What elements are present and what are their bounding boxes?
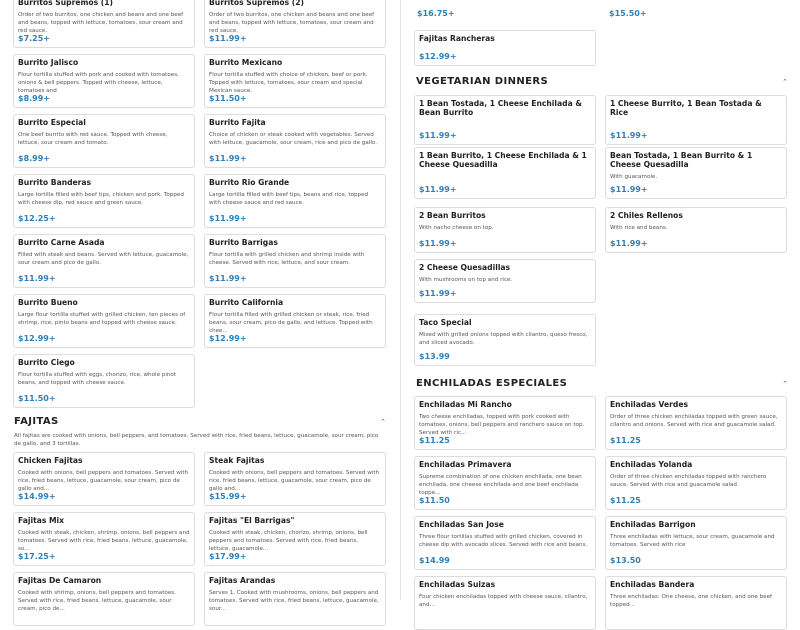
- menu-card[interactable]: [414, 314, 596, 366]
- menu-card[interactable]: [605, 396, 787, 450]
- item-description: With rice and beans.: [610, 225, 668, 231]
- item-price: $17.99+: [209, 552, 247, 561]
- fajitas-header[interactable]: [14, 416, 386, 427]
- item-name: Burrito Carne Asada: [18, 238, 105, 247]
- item-description: Three flour tortillas stuffed with grilled chicken, covered in cheese dip with avocado slices. Served with rice and beans.: [419, 534, 588, 548]
- menu-card[interactable]: [204, 54, 386, 108]
- item-price: $14.99: [419, 556, 450, 565]
- menu-card[interactable]: [605, 95, 787, 145]
- item-description: Cooked with onions, bell peppers and tomatoes. Served with rice, fried beans, lettuce, guacamole, sour cream, pico de gallo and...: [18, 470, 189, 492]
- item-description: Large tortilla filled with beef tips, beans and rice, topped with cheese sauce and red sauce.: [209, 192, 369, 206]
- menu-card[interactable]: [13, 0, 195, 48]
- item-description: Three enchiladas with lettuce, sour cream, guacamole and tomatoes. Served with rice: [610, 534, 775, 548]
- item-price: $11.25: [419, 436, 450, 445]
- menu-card[interactable]: [204, 294, 386, 348]
- item-price: $8.99+: [18, 154, 51, 163]
- item-description: Flour tortilla stuffed with eggs, chorizo, rice, whole pinot beans, and topped with cheese sauce.: [18, 372, 177, 386]
- item-name: Fajitas Mix: [18, 516, 65, 525]
- item-name: Burrito California: [209, 298, 284, 307]
- item-name: Fajitas "El Barrigas": [209, 516, 295, 525]
- menu-card[interactable]: [414, 516, 596, 570]
- section-title-fajitas: FAJITAS: [14, 416, 59, 427]
- item-name: Burrito Ciego: [18, 358, 75, 367]
- item-price: $11.99+: [209, 34, 247, 43]
- item-name: Enchiladas Primavera: [419, 460, 512, 469]
- item-name: Steak Fajitas: [209, 456, 265, 465]
- item-name: Burritos Supremos (2): [209, 0, 305, 7]
- item-price: $11.99+: [209, 214, 247, 223]
- item-price: $11.99+: [419, 239, 457, 248]
- menu-card[interactable]: [13, 294, 195, 348]
- menu-card[interactable]: [605, 207, 787, 253]
- item-description: Four chicken enchiladas topped with cheese sauce, cilantro, and...: [419, 594, 588, 608]
- item-price: $11.99+: [419, 131, 457, 140]
- item-name: 2 Cheese Quesadillas: [419, 263, 511, 272]
- item-name: Burrito Jalisco: [18, 58, 79, 67]
- item-description: Order of three chicken enchiladas topped with green sauce, cilantro and onions. Served with rice and guacamole salad.: [610, 414, 778, 428]
- right-menu-column: [400, 0, 800, 608]
- item-description: Order of two burritos, one chicken and beans and one beef and beans, topped with lettuce, tomatoes, sour cream and red sauce.: [209, 12, 375, 34]
- item-name: Burrito Especial: [18, 118, 86, 127]
- item-price: $11.50+: [18, 394, 56, 403]
- item-name: Burrito Barrigas: [209, 238, 278, 247]
- item-description: Flour tortilla stuffed with choice of chicken, beef or pork. Topped with lettuce, tomatoes, sour cream and special Mexican sauce.: [209, 72, 368, 94]
- item-description: Cooked with steak, chicken, shrimp, onions, bell peppers and tomatoes. Served with rice, fried beans, lettuce, guacamole, so...: [18, 530, 190, 552]
- menu-card[interactable]: [13, 114, 195, 168]
- item-name: Taco Special: [419, 318, 472, 327]
- item-description: Choice of chicken or steak cooked with vegetables. Served with lettuce, guacamole, sour cream, rice and pico de gallo.: [209, 132, 377, 146]
- item-description: Cooked with steak, chicken, chorizo, shrimp, onions, bell peppers and tomatoes. Served with rice, fried beans, lettuce, guacamole...: [209, 530, 368, 552]
- item-description: Order of three chicken enchiladas topped with ranchero sauce. Served with rice and guacamole salad.: [610, 474, 767, 488]
- item-name: Burrito Mexicano: [209, 58, 283, 67]
- item-name: Enchiladas Verdes: [610, 400, 689, 409]
- menu-card-fajitas-rancheras[interactable]: [414, 30, 596, 66]
- item-price: $11.99+: [209, 274, 247, 283]
- item-price: $11.25: [610, 436, 641, 445]
- item-description: One beef burrito with red sauce. Topped with cheese, lettuce, sour cream and tomato.: [18, 132, 168, 146]
- left-menu-column: [0, 0, 400, 612]
- item-price: $8.99+: [18, 94, 51, 103]
- item-name: Enchiladas Barrigon: [610, 520, 696, 529]
- item-description: Filled with steak and beans. Served with lettuce, guacamole, sour cream and pico de gallo.: [18, 252, 189, 266]
- item-name: Chicken Fajitas: [18, 456, 83, 465]
- menu-card[interactable]: [414, 259, 596, 303]
- item-name: Burrito Banderas: [18, 178, 92, 187]
- item-price: $11.99+: [610, 185, 648, 194]
- item-description: Order of two burritos, one chicken and beans and one beef and beans, topped with lettuce, tomatoes, sour cream and red sauce.: [18, 12, 184, 34]
- item-price: $11.99+: [18, 274, 56, 283]
- item-description: Two cheese enchiladas, topped with pork cooked with tomatoes, onions, bell peppers and ranchero sauce on top. Served with ric...: [419, 414, 585, 436]
- fajitas-note: All fajitas are cooked with onions, bell peppers, and tomatoes. Served with rice, fried beans, lettuce, guacamole, sour cream, pico de gallo, and 3 tortillas.: [14, 433, 379, 447]
- item-description: With guacamole.: [610, 174, 658, 180]
- menu-card[interactable]: [13, 234, 195, 288]
- menu-card[interactable]: [13, 354, 195, 408]
- item-name: 1 Cheese Burrito, 1 Bean Tostada & Rice: [610, 99, 762, 117]
- menu-card[interactable]: [605, 147, 787, 199]
- item-price: $11.50: [419, 496, 450, 505]
- menu-card[interactable]: [414, 147, 596, 199]
- item-description: Mixed with grilled onions topped with cilantro, queso fresco, and sliced avocado.: [419, 332, 588, 346]
- item-name: Burrito Bueno: [18, 298, 78, 307]
- menu-card[interactable]: [204, 452, 386, 506]
- item-description: Serves 1. Cooked with mushrooms, onions, bell peppers and tomatoes. Served with rice, fried beans, lettuce, guacamole, sour...: [209, 590, 379, 612]
- item-price: $13.99: [419, 352, 450, 361]
- menu-card[interactable]: [13, 572, 195, 626]
- menu-card[interactable]: [204, 572, 386, 626]
- item-price: $7.25+: [18, 34, 51, 43]
- item-name: Fajitas De Camaron: [18, 576, 102, 585]
- menu-card[interactable]: [414, 95, 596, 145]
- menu-card[interactable]: [605, 456, 787, 510]
- item-description: Large flour tortilla stuffed with grilled chicken, ten pieces of shrimp, rice, pinto beans and topped with cheese sauce.: [18, 312, 186, 326]
- item-price: $11.99+: [419, 185, 457, 194]
- item-description: Cooked with onions, bell peppers and tomatoes. Served with rice, fried beans, lettuce, guacamole, sour cream, pico de gallo and...: [209, 470, 380, 492]
- item-price: $15.99+: [209, 492, 247, 501]
- item-name: 1 Bean Burrito, 1 Cheese Enchilada & 1 Cheese Quesadilla: [419, 151, 587, 169]
- item-description: With nacho cheese on top.: [419, 225, 494, 231]
- item-price: $12.99+: [18, 334, 56, 343]
- menu-card[interactable]: [414, 207, 596, 253]
- item-description: With mushrooms on top and rice.: [419, 277, 513, 283]
- menu-card[interactable]: [13, 452, 195, 506]
- item-description: Cooked with shrimp, onions, bell peppers and tomatoes. Served with rice, fried beans, lettuce, guacamole, sour cream, pico de...: [18, 590, 176, 612]
- chevron-up-icon[interactable]: ⌃: [782, 77, 788, 86]
- price-label: $15.50+: [609, 9, 647, 18]
- menu-card[interactable]: [414, 456, 596, 510]
- chevron-up-icon[interactable]: ⌃: [782, 379, 788, 388]
- item-name: Bean Tostada, 1 Bean Burrito & 1 Cheese Quesadilla: [610, 151, 753, 169]
- item-price: $13.50: [610, 556, 641, 565]
- price-label: $16.75+: [417, 9, 455, 18]
- item-price: $12.99+: [419, 52, 457, 61]
- menu-card[interactable]: [605, 516, 787, 570]
- item-price: $11.25: [610, 496, 641, 505]
- section-title-enchiladas: ENCHILADAS ESPECIALES: [416, 378, 568, 389]
- item-name: Burrito Rio Grande: [209, 178, 290, 187]
- item-price: $14.99+: [18, 492, 56, 501]
- menu-card[interactable]: [204, 512, 386, 566]
- menu-card[interactable]: [605, 576, 787, 630]
- menu-card[interactable]: [204, 0, 386, 48]
- item-name: 1 Bean Tostada, 1 Cheese Enchilada & Bean Burrito: [419, 99, 582, 117]
- item-name: Enchiladas Yolanda: [610, 460, 693, 469]
- item-description: Three enchiladas: One cheese, one chicken, and one beef topped...: [610, 594, 772, 608]
- item-description: Large tortilla filled with beef tips, chicken and pork. Topped with cheese dip, red sauce and green sauce.: [18, 192, 184, 206]
- menu-card[interactable]: [204, 174, 386, 228]
- item-name: Enchiladas Mi Rancho: [419, 400, 512, 409]
- menu-card[interactable]: [414, 396, 596, 450]
- item-description: Flour tortilla filled with grilled chicken or steak, rice, fried beans, sour cream, pico de gallo, and lettuce. Topped with chee...: [209, 312, 373, 334]
- item-description: Flour tortilla with grilled chicken and shrimp inside with cheese. Served with rice, lettuce, and sour cream.: [209, 252, 365, 266]
- item-name: 2 Chiles Rellenos: [610, 211, 683, 220]
- menu-card[interactable]: [13, 512, 195, 566]
- chevron-up-icon[interactable]: ⌃: [380, 417, 386, 426]
- item-price: $12.25+: [18, 214, 56, 223]
- item-name: Enchiladas Bandera: [610, 580, 695, 589]
- section-title-vegetarian: VEGETARIAN DINNERS: [416, 76, 549, 87]
- menu-card[interactable]: [414, 576, 596, 630]
- item-name: Enchiladas Suizas: [419, 580, 496, 589]
- item-name: Fajitas Rancheras: [419, 34, 495, 43]
- item-description: Flour tortilla stuffed with pork and cooked with tomatoes, onions & bell peppers. Topped with cheese, lettuce, tomatoes and: [18, 72, 179, 94]
- item-name: Fajitas Arandas: [209, 576, 276, 585]
- item-name: Burrito Fajita: [209, 118, 266, 127]
- menu-card[interactable]: [204, 234, 386, 288]
- vegetarian-header[interactable]: [416, 76, 788, 87]
- item-name: Burritos Supremos (1): [18, 0, 114, 7]
- menu-card[interactable]: [13, 174, 195, 228]
- item-price: $11.50+: [209, 94, 247, 103]
- item-name: Enchiladas San Jose: [419, 520, 504, 529]
- menu-card[interactable]: [204, 114, 386, 168]
- item-price: $11.99+: [610, 239, 648, 248]
- menu-card[interactable]: [13, 54, 195, 108]
- item-price: $11.99+: [209, 154, 247, 163]
- item-price: $12.99+: [209, 334, 247, 343]
- item-description: Supreme combination of one chicken enchilada, one bean enchilada, one cheese enchilada and one beef enchilada toppe...: [419, 474, 582, 496]
- item-name: 2 Bean Burritos: [419, 211, 486, 220]
- enchiladas-header[interactable]: [416, 378, 788, 389]
- item-price: $11.99+: [610, 131, 648, 140]
- item-price: $17.25+: [18, 552, 56, 561]
- item-price: $11.99+: [419, 289, 457, 298]
